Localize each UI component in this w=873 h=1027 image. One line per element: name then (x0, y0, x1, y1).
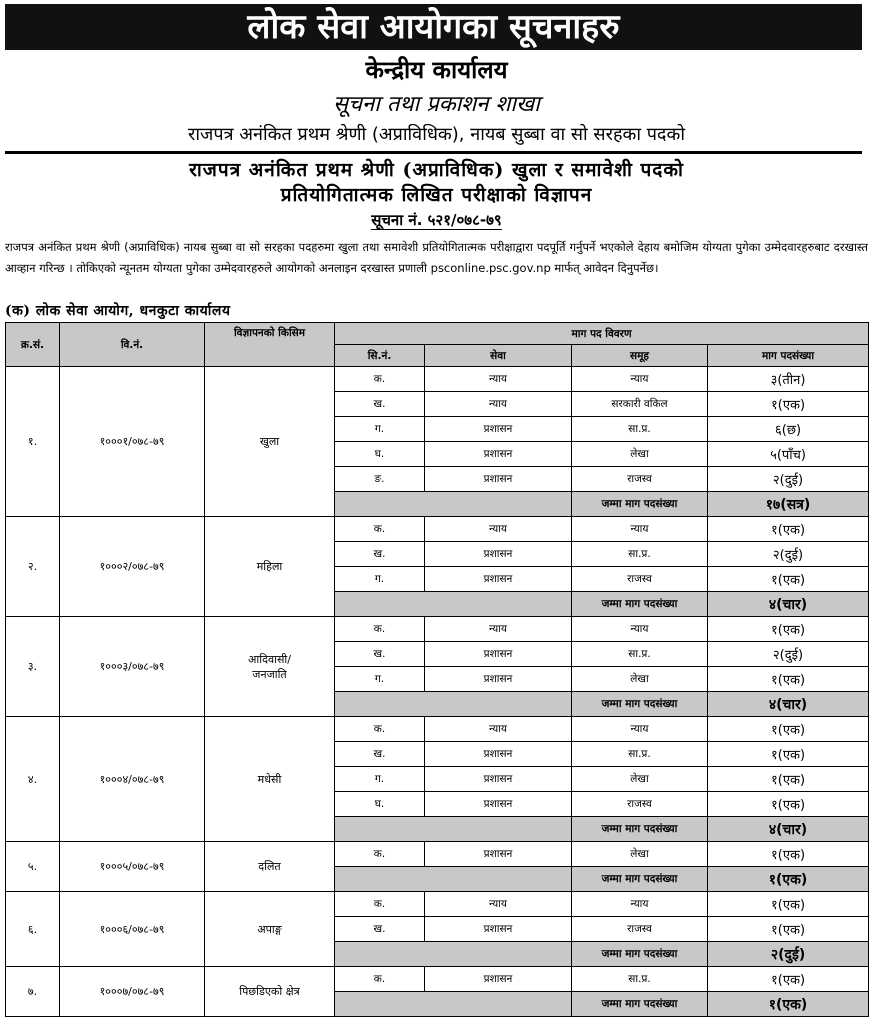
cell-service: प्रशासन (425, 567, 572, 592)
total-spacer (335, 592, 572, 617)
total-spacer (335, 692, 572, 717)
cell-count: १(एक) (708, 842, 869, 867)
total-label: जम्मा माग पदसंख्या (572, 692, 708, 717)
table-row (6, 517, 869, 542)
cell-sub-sn: क. (335, 842, 425, 867)
header-sn: क्र.सं. (6, 323, 60, 367)
cell-service: प्रशासन (425, 767, 572, 792)
total-label: जम्मा माग पदसंख्या (572, 942, 708, 967)
cell-service: प्रशासन (425, 667, 572, 692)
cell-service: न्याय (425, 892, 572, 917)
cell-count: ३(तीन) (708, 367, 869, 392)
cell-sn: ३. (6, 617, 60, 717)
cell-adv-type: अपाङ्ग (205, 892, 335, 967)
cell-count: २(दुई) (708, 542, 869, 567)
cell-sub-sn: क. (335, 717, 425, 742)
cell-service: प्रशासन (425, 967, 572, 992)
posts-subtitle: राजपत्र अनंकित प्रथम श्रेणी (अप्राविधिक), नायब सुब्बा वा सो सरहका पदको (188, 124, 685, 145)
cell-adv-type: दलित (205, 842, 335, 892)
cell-group: राजस्व (572, 917, 708, 942)
table-row (6, 717, 869, 742)
cell-count: १(एक) (708, 767, 869, 792)
cell-sub-sn: ख. (335, 742, 425, 767)
cell-group: राजस्व (572, 792, 708, 817)
cell-adv-no: १०००१/०७८-७९ (60, 367, 205, 517)
cell-group: लेखा (572, 767, 708, 792)
header-service: सेवा (425, 345, 572, 367)
cell-group: सा.प्र. (572, 642, 708, 667)
total-count: १(एक) (708, 867, 869, 892)
cell-sn: १. (6, 367, 60, 517)
header-count: माग पदसंख्या (708, 345, 869, 367)
table-row (6, 367, 869, 392)
cell-count: १(एक) (708, 667, 869, 692)
cell-adv-type: पिछडिएको क्षेत्र (205, 967, 335, 1017)
cell-count: १(एक) (708, 967, 869, 992)
header-adv-type: विज्ञापनको किसिम (205, 323, 335, 367)
cell-adv-type: आदिवासी/ जनजाति (205, 617, 335, 717)
cell-group: सा.प्र. (572, 542, 708, 567)
cell-adv-type: महिला (205, 517, 335, 617)
cell-group: न्याय (572, 617, 708, 642)
cell-service: प्रशासन (425, 742, 572, 767)
header-adv-no: वि.नं. (60, 323, 205, 367)
total-label: जम्मा माग पदसंख्या (572, 492, 708, 517)
cell-group: न्याय (572, 517, 708, 542)
table-row (6, 842, 869, 867)
cell-group: लेखा (572, 442, 708, 467)
cell-count: ५(पाँच) (708, 442, 869, 467)
cell-sub-sn: ग. (335, 767, 425, 792)
cell-count: ६(छ) (708, 417, 869, 442)
total-count: २(दुई) (708, 942, 869, 967)
cell-adv-no: १०००३/०७८-७९ (60, 617, 205, 717)
cell-sub-sn: ख. (335, 917, 425, 942)
cell-sub-sn: ख. (335, 392, 425, 417)
cell-count: १(एक) (708, 742, 869, 767)
cell-sub-sn: ग. (335, 667, 425, 692)
cell-group: न्याय (572, 717, 708, 742)
cell-sub-sn: ग. (335, 417, 425, 442)
total-count: १(एक) (708, 992, 869, 1017)
cell-service: प्रशासन (425, 917, 572, 942)
office-title: केन्द्रीय कार्यालय (365, 55, 508, 84)
cell-sub-sn: ख. (335, 542, 425, 567)
total-spacer (335, 867, 572, 892)
cell-adv-no: १०००४/०७८-७९ (60, 717, 205, 842)
table-row (6, 617, 869, 642)
cell-sub-sn: क. (335, 967, 425, 992)
cell-service: प्रशासन (425, 442, 572, 467)
cell-count: १(एक) (708, 892, 869, 917)
cell-group: राजस्व (572, 467, 708, 492)
table-row (6, 967, 869, 992)
cell-group: सरकारी वकिल (572, 392, 708, 417)
cell-sub-sn: ग. (335, 567, 425, 592)
cell-service: न्याय (425, 392, 572, 417)
total-label: जम्मा माग पदसंख्या (572, 992, 708, 1017)
cell-adv-no: १०००२/०७८-७९ (60, 517, 205, 617)
cell-sn: ६. (6, 892, 60, 967)
cell-count: १(एक) (708, 617, 869, 642)
cell-sn: ७. (6, 967, 60, 1017)
cell-sub-sn: घ. (335, 442, 425, 467)
cell-count: १(एक) (708, 717, 869, 742)
cell-group: राजस्व (572, 567, 708, 592)
cell-group: सा.प्र. (572, 742, 708, 767)
cell-adv-type: खुला (205, 367, 335, 517)
total-spacer (335, 817, 572, 842)
cell-sub-sn: क. (335, 617, 425, 642)
cell-adv-no: १०००६/०७८-७९ (60, 892, 205, 967)
section-title: (क) लोक सेवा आयोग, धनकुटा कार्यालय (5, 303, 231, 319)
table-row (6, 892, 869, 917)
header-divider (5, 151, 862, 154)
branch-title: सूचना तथा प्रकाशन शाखा (333, 92, 540, 117)
total-spacer (335, 942, 572, 967)
cell-count: १(एक) (708, 567, 869, 592)
cell-group: सा.प्र. (572, 417, 708, 442)
cell-sn: ४. (6, 717, 60, 842)
notice-number: सूचना नं. ५२१/०७८-७९ (371, 211, 502, 229)
cell-service: न्याय (425, 717, 572, 742)
intro-paragraph: राजपत्र अनंकित प्रथम श्रेणी (अप्राविधिक) नायब सुब्बा वा सो सरहका पदहरुमा खुला तथा समावेशी प्रतियोगितात्मक परीक्षाद्वारा पदपूर्ति गर्नुपर्ने भएकोले देहाय बमोजिम योग्यता पुगेका उम्मेदवारहरुबाट दरखास्त आव्हान गरिन्छ । तोकिएको न्यूनतम योग्यता पुगेका उम्मेदवारहरुले आयोगको अनलाइन दरखास्त प्रणाली psconline.psc.gov.np मार्फत् आवेदन दिनुपर्नेछ। (5, 240, 868, 275)
cell-sn: ५. (6, 842, 60, 892)
cell-group: लेखा (572, 842, 708, 867)
cell-service: न्याय (425, 617, 572, 642)
notice-title-line1: राजपत्र अनंकित प्रथम श्रेणी (अप्राविधिक) खुला र समावेशी पदको (189, 159, 684, 181)
cell-group: न्याय (572, 892, 708, 917)
total-count: ४(चार) (708, 817, 869, 842)
cell-count: १(एक) (708, 517, 869, 542)
cell-sub-sn: क. (335, 517, 425, 542)
header-sub-sn: सि.नं. (335, 345, 425, 367)
notices-banner: लोक सेवा आयोगका सूचनाहरु (5, 4, 862, 50)
cell-count: १(एक) (708, 917, 869, 942)
notice-title-line2: प्रतियोगितात्मक लिखित परीक्षाको विज्ञापन (280, 184, 593, 206)
cell-group: सा.प्र. (572, 967, 708, 992)
header-group: समूह (572, 345, 708, 367)
cell-count: १(एक) (708, 792, 869, 817)
cell-adv-no: १०००७/०७८-७९ (60, 967, 205, 1017)
cell-adv-type: मधेसी (205, 717, 335, 842)
cell-service: न्याय (425, 367, 572, 392)
cell-service: प्रशासन (425, 792, 572, 817)
cell-service: प्रशासन (425, 842, 572, 867)
total-spacer (335, 492, 572, 517)
table-body (6, 367, 869, 1017)
cell-service: न्याय (425, 517, 572, 542)
cell-sub-sn: क. (335, 367, 425, 392)
total-spacer (335, 992, 572, 1017)
cell-count: १(एक) (708, 392, 869, 417)
vacancy-table (5, 322, 869, 1017)
cell-group: न्याय (572, 367, 708, 392)
cell-count: २(दुई) (708, 467, 869, 492)
cell-service: प्रशासन (425, 467, 572, 492)
total-count: ४(चार) (708, 592, 869, 617)
cell-count: २(दुई) (708, 642, 869, 667)
cell-sub-sn: ख. (335, 642, 425, 667)
cell-service: प्रशासन (425, 417, 572, 442)
total-label: जम्मा माग पदसंख्या (572, 817, 708, 842)
total-label: जम्मा माग पदसंख्या (572, 867, 708, 892)
cell-sub-sn: ङ. (335, 467, 425, 492)
cell-sub-sn: क. (335, 892, 425, 917)
header-demand-details: माग पद विवरण (335, 323, 869, 345)
total-count: ४(चार) (708, 692, 869, 717)
cell-sn: २. (6, 517, 60, 617)
cell-group: लेखा (572, 667, 708, 692)
cell-sub-sn: घ. (335, 792, 425, 817)
total-count: १७(सत्र) (708, 492, 869, 517)
total-label: जम्मा माग पदसंख्या (572, 592, 708, 617)
notice-number-wrap (0, 209, 873, 231)
cell-service: प्रशासन (425, 542, 572, 567)
cell-adv-no: १०००५/०७८-७९ (60, 842, 205, 892)
cell-service: प्रशासन (425, 642, 572, 667)
